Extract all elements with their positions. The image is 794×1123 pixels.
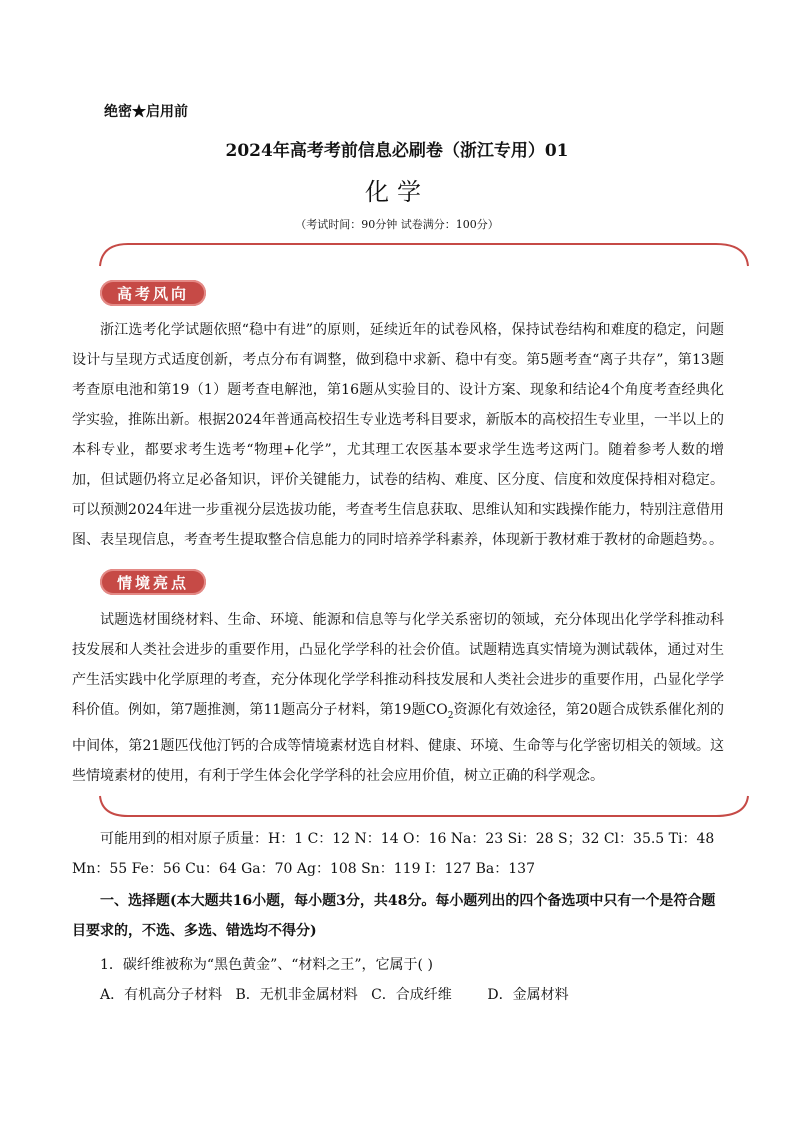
question-1-options: A．有机高分子材料 B．无机非金属材料 C．合成纤维 D．金属材料 [100, 987, 569, 1003]
atomic-masses: 可能用到的相对原子质量：H：1 C：12 N：14 O：16 Na：23 Si：28 S；32 Cl：35.5 Ti：48 Mn：55 Fe：56 Cu：64 Ga：70 Ag：108 Sn：119 I：127 Ba：137 [72, 831, 715, 877]
exam-info: （考试时间：90分钟 试卷满分：100分） [295, 218, 499, 231]
context-text-b: 资源化有效途径，第20题合成铁系催化剂的中间体，第21题匹伐他汀钙的合成等情境素材选自材料、健康、环境、生命等与化学密切相关的领域。这些情境素材的使用，有利于学生体会化学学科的社会应用价值，树立正确的科学观念。 [72, 702, 724, 784]
exam-trend-paragraph: 浙江选考化学试题依照“稳中有进”的原则，延续近年的试卷风格，保持试卷结构和难度的稳定，问题设计与呈现方式适度创新，考点分布有调整，做到稳中求新、稳中有变。第5题考查“离子共存”，第13题考查原电池和第19（1）题考查电解池，第16题从实验目的、设计方案、现象和结论4个角度考查经典化学实验，推陈出新。根据2024年普通高校招生专业选考科目要求，新版本的高校招生专业里，一半以上的本科专业，都要求考生选考“物理+化学”，尤其理工农医基本要求学生选考这两门。随着参考人数的增加，但试题仍将立足必备知识，评价关键能力，试卷的结构、难度、区分度、信度和效度保持相对稳定。可以预测2024年进一步重视分层选拔功能，考查考生信息获取、思维认知和实践操作能力，特别注意借用图、表呈现信息，考查考生提取整合信息能力的同时培养学科素养，体现新于教材难于教材的命题趋势。。 [72, 322, 724, 548]
context-highlights-paragraph [72, 605, 724, 791]
context-text-a: 试题选材围绕材料、生命、环境、能源和信息等与化学关系密切的领域，充分体现出化学学科推动科技发展和人类社会进步的重要作用，凸显化学学科的社会价值。试题精选真实情境为测试载体，通过对生产生活实践中化学原理的考查，充分体现化学学科推动科技发展和人类社会进步的重要作用，凸显化学学科价值。例如，第7题推测，第11题高分子材料，第19题CO [72, 612, 724, 718]
badge-context-highlights: 情境亮点 [100, 569, 206, 595]
part1-heading: 一、选择题(本大题共16小题，每小题3分，共48分。每小题列出的四个备选项中只有一个是符合题目要求的，不选、多选、错选均不得分) [72, 893, 716, 939]
subject-title: 化学 [365, 178, 429, 206]
question-1-stem: 1．碳纤维被称为“黑色黄金”、“材料之王”，它属于( ) [100, 957, 433, 973]
exam-title: 2024年高考考前信息必刷卷（浙江专用）01 [225, 141, 569, 161]
badge-exam-trend: 高考风向 [100, 280, 206, 306]
confidential-label: 绝密★启用前 [104, 104, 188, 120]
co2-subscript: 2 [447, 710, 454, 721]
